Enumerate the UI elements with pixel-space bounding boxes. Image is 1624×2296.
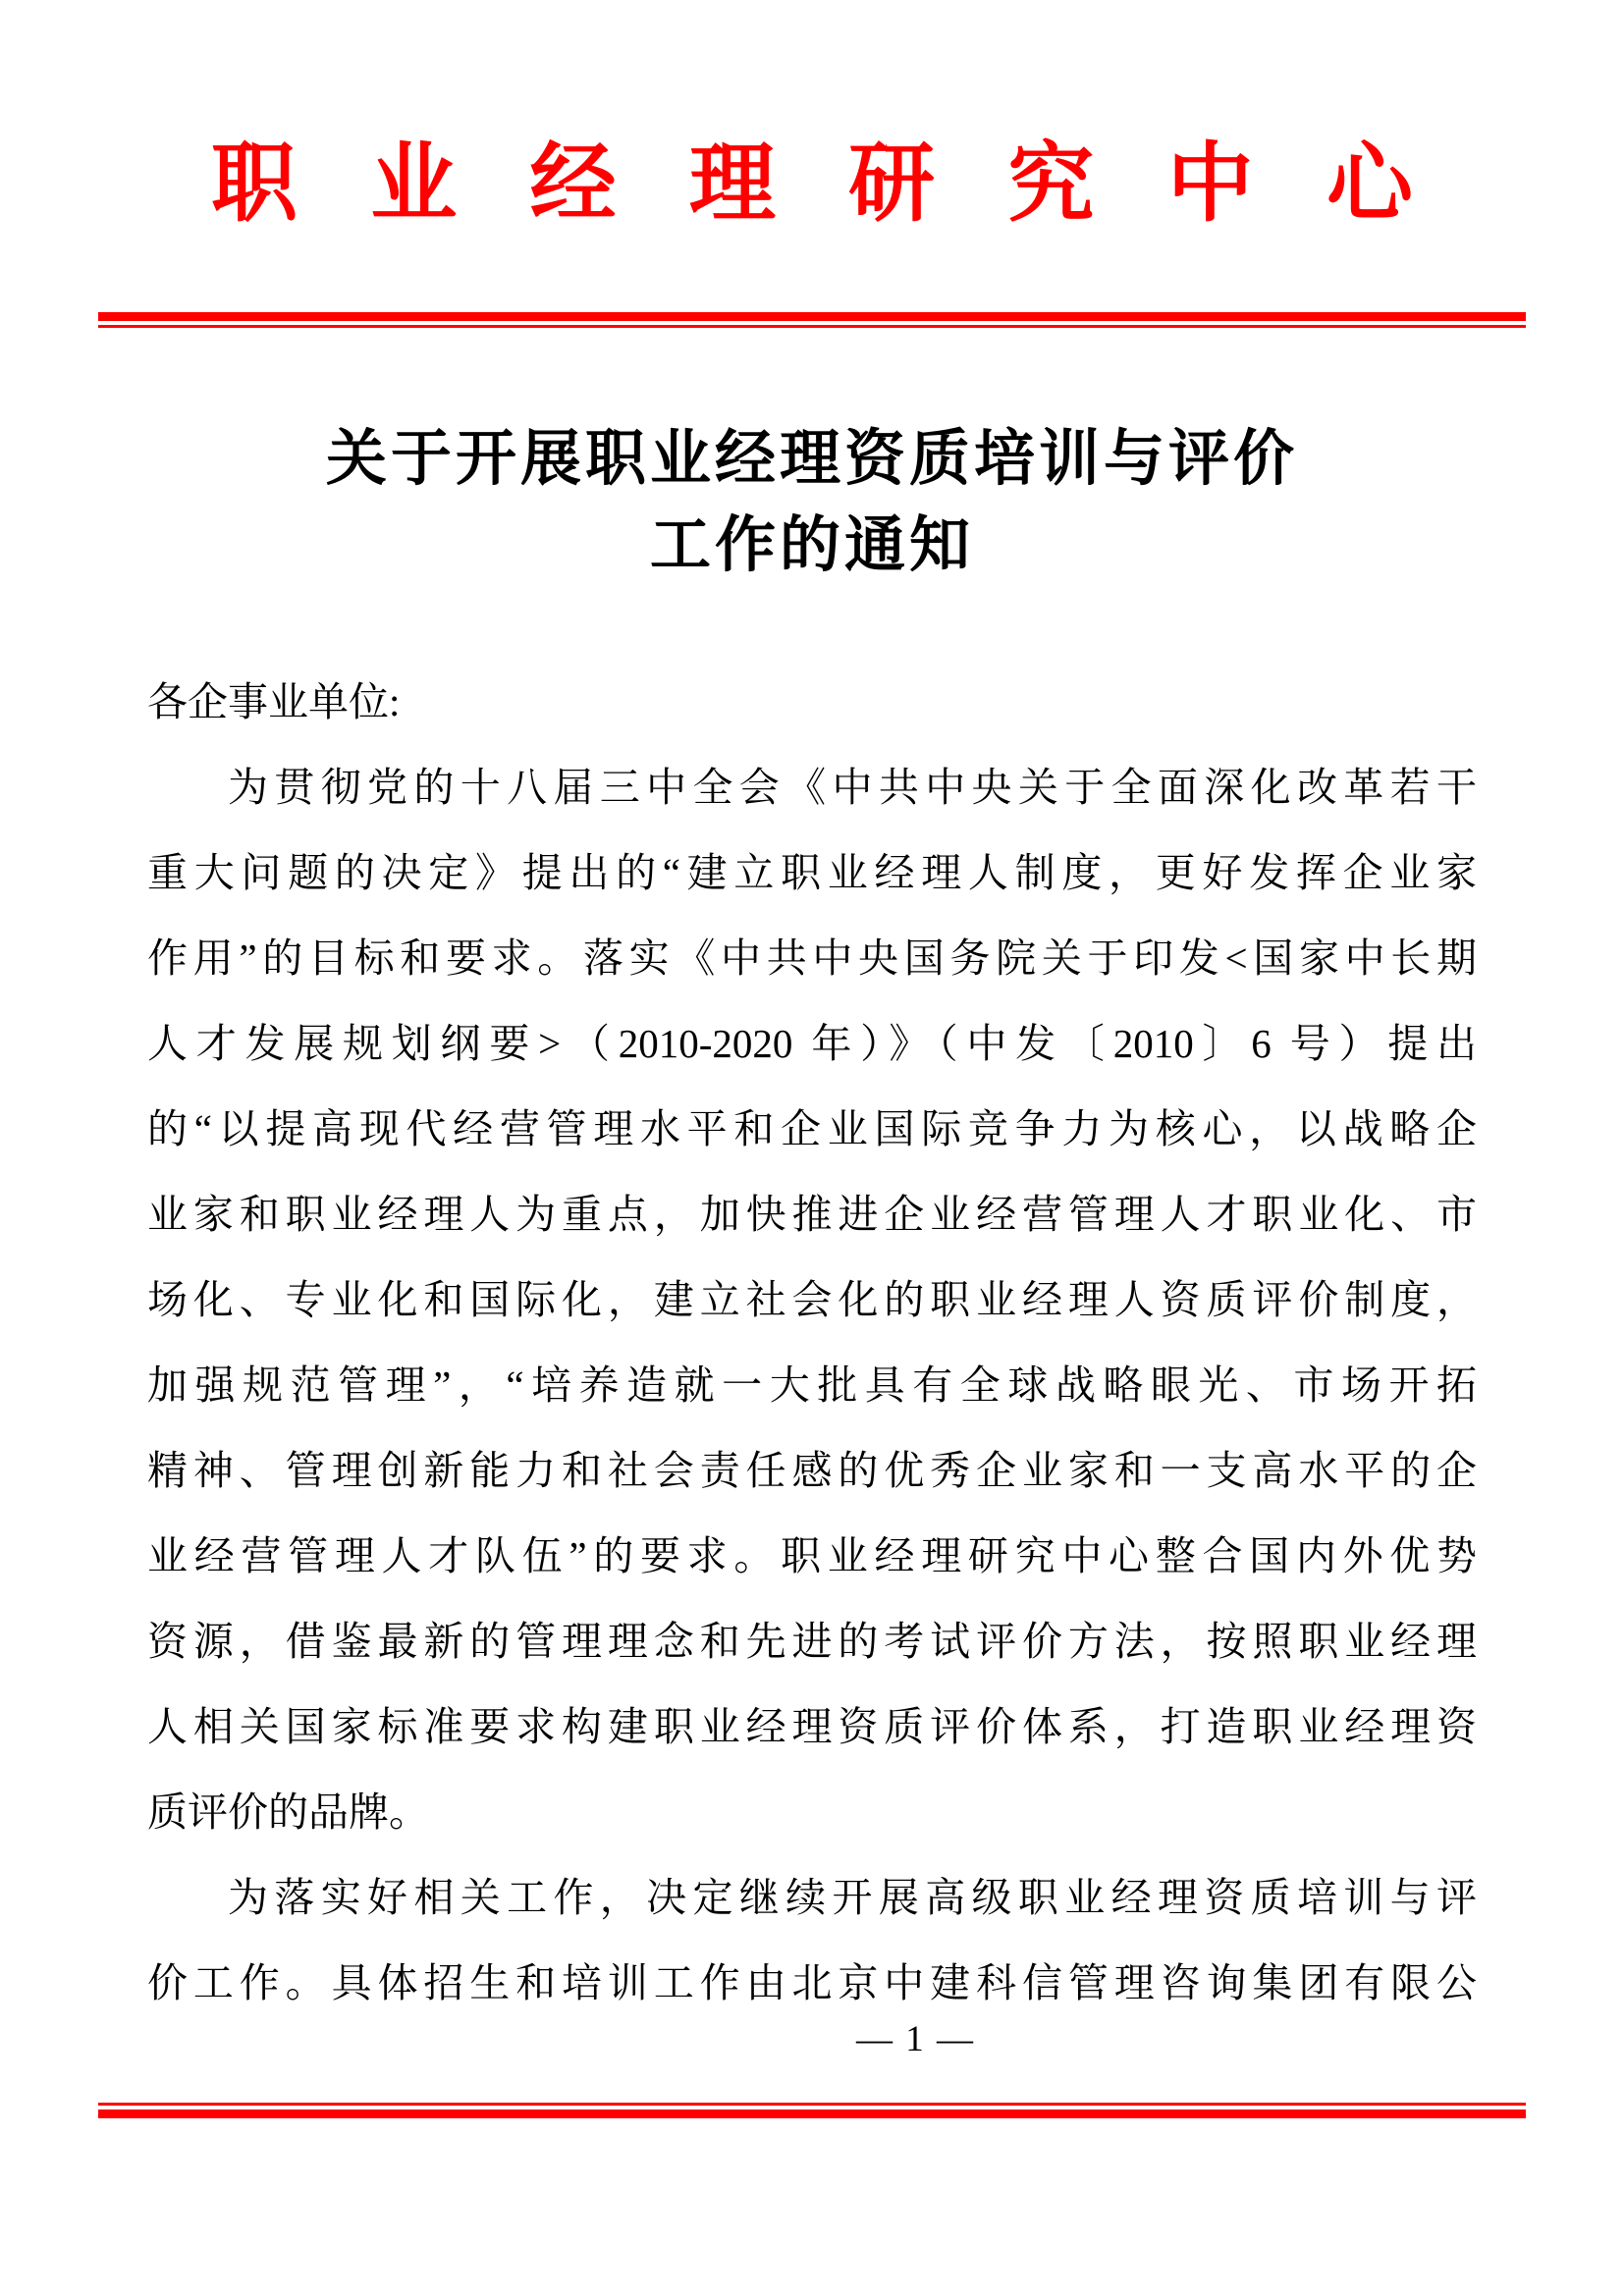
body-line: 人才发展规划纲要>（2010-2020 年）》（中发〔2010〕6 号）提出 bbox=[147, 1021, 1477, 1066]
body-line: 为贯彻党的十八届三中全会《中共中央关于全面深化改革若干 bbox=[228, 765, 1477, 810]
body-line: 业经营管理人才队伍”的要求。职业经理研究中心整合国内外优势 bbox=[147, 1533, 1477, 1578]
body-line: 的“以提高现代经营管理水平和企业国际竞争力为核心，以战略企 bbox=[147, 1106, 1477, 1151]
body-line: 价工作。具体招生和培训工作由北京中建科信管理咨询集团有限公 bbox=[147, 1960, 1477, 2005]
header-divider-thin bbox=[98, 325, 1526, 328]
body-line: 质评价的品牌。 bbox=[147, 1789, 429, 1835]
body-line: 业家和职业经理人为重点，加快推进企业经营管理人才职业化、市 bbox=[147, 1192, 1477, 1237]
document-body bbox=[147, 660, 1477, 2026]
body-line: 加强规范管理”，“培养造就一大批具有全球战略眼光、市场开拓 bbox=[147, 1362, 1477, 1408]
page-number: — 1 — bbox=[856, 2019, 975, 2059]
document-title-line-1: 关于开展职业经理资质培训与评价 bbox=[325, 426, 1298, 493]
document-title bbox=[0, 416, 1624, 589]
body-line: 资源，借鉴最新的管理理念和先进的考试评价方法，按照职业经理 bbox=[147, 1619, 1477, 1664]
body-line: 场化、专业化和国际化，建立社会化的职业经理人资质评价制度， bbox=[147, 1277, 1477, 1322]
header-divider-thick bbox=[98, 312, 1526, 321]
body-line: 重大问题的决定》提出的“建立职业经理人制度，更好发挥企业家 bbox=[147, 850, 1477, 895]
footer-divider-thin bbox=[98, 2103, 1526, 2106]
salutation: 各企事业单位: bbox=[147, 679, 401, 724]
document-title-line-2: 工作的通知 bbox=[649, 512, 974, 579]
body-line: 精神、管理创新能力和社会责任感的优秀企业家和一支高水平的企 bbox=[147, 1448, 1477, 1493]
letterhead-org-name: 职 业 经 理 研 究 中 心 bbox=[211, 137, 1413, 233]
body-line: 为落实好相关工作，决定继续开展高级职业经理资质培训与评 bbox=[228, 1875, 1477, 1920]
body-line: 人相关国家标准要求构建职业经理资质评价体系，打造职业经理资 bbox=[147, 1704, 1477, 1749]
footer-divider-thick bbox=[98, 2109, 1526, 2118]
body-line: 作用”的目标和要求。落实《中共中央国务院关于印发<国家中长期 bbox=[147, 935, 1477, 981]
